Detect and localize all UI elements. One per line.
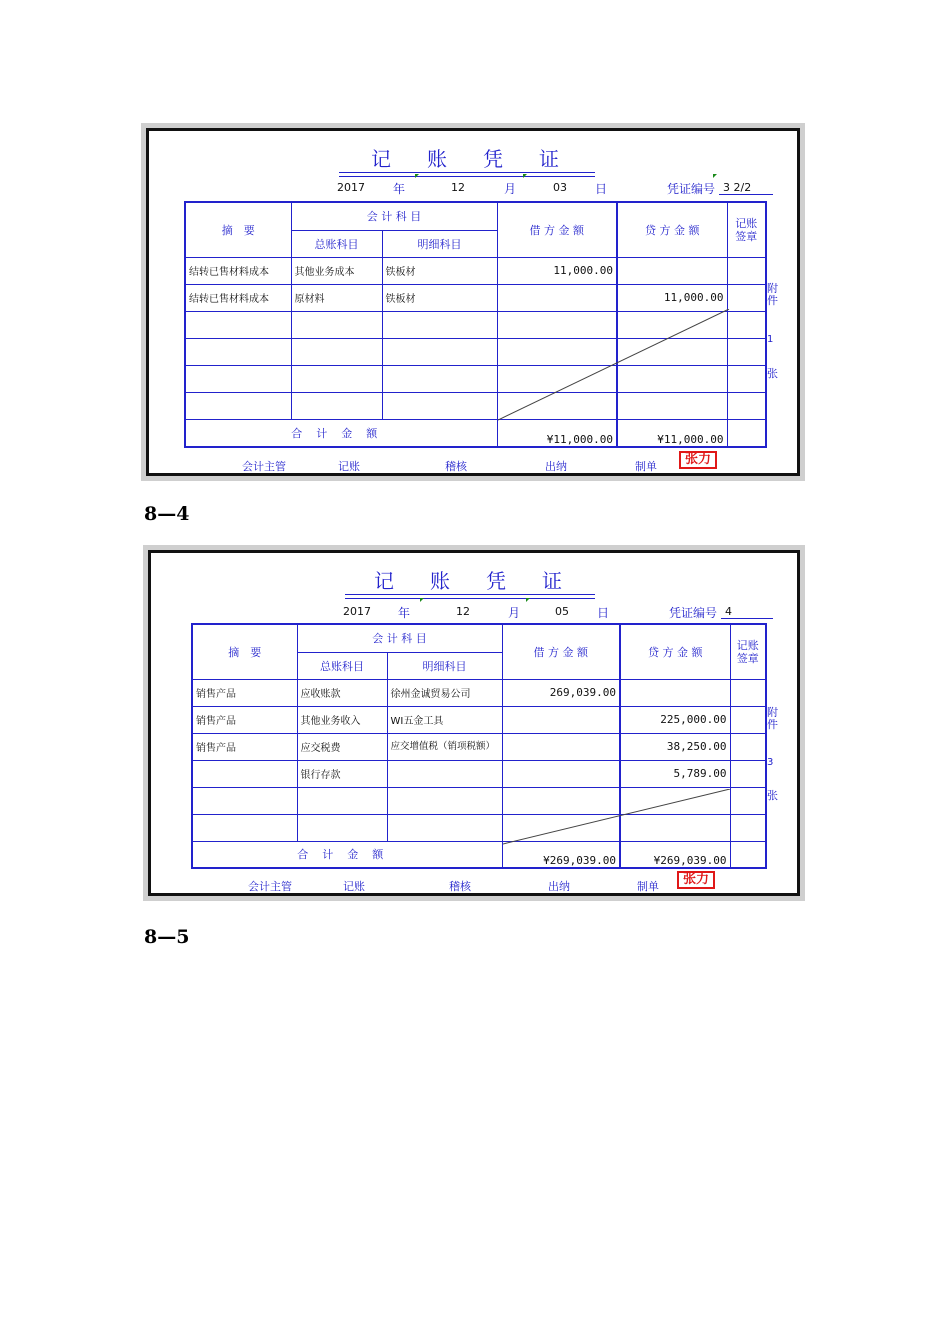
voucher-title: 记 账 凭 证 [345,565,595,595]
footer-preparer: 制单 [637,880,659,893]
header-summary: 摘 要 [192,624,297,679]
table-row: 销售产品 应交税费 应交增值税（销项税额） 38,250.00 [192,733,766,760]
year-label: 年 [393,182,406,196]
header-general-account: 总账科目 [291,230,382,257]
table-row [192,787,766,814]
footer-supervisor: 会计主管 [248,880,292,893]
total-debit: ¥11,000.00 [497,419,617,447]
voucher-table [191,623,767,869]
voucher-number: 3 2/2 [719,181,773,195]
total-debit: ¥269,039.00 [502,841,620,868]
attachment-count: 3 [767,757,774,768]
header-accounts: 会 计 科 目 [291,202,497,230]
voucher-2 [148,550,800,896]
voucher-number-label: 凭证编号 [669,606,718,620]
header-debit: 借 方 金 额 [497,202,617,257]
footer-cashier: 出纳 [545,460,567,473]
attachment-label: 附 件 [767,282,778,307]
header-credit: 贷 方 金 额 [617,202,727,257]
footer-bookkeeping: 记账 [338,460,360,473]
footer-cashier: 出纳 [548,880,570,893]
table-row [192,814,766,841]
voucher-title: 记 账 凭 证 [339,143,595,173]
day-label: 日 [597,606,610,620]
header-sign: 记账 签章 [730,624,766,679]
footer-audit: 稽核 [449,880,471,893]
voucher-day: 05 [555,605,569,618]
attachment-label: 附 件 [767,706,778,731]
footer-supervisor: 会计主管 [242,460,286,473]
section-heading: 8—4 [144,503,190,525]
voucher-month: 12 [451,181,465,194]
footer-audit: 稽核 [445,460,467,473]
header-detail-account: 明细科目 [387,652,502,679]
footer-bookkeeping: 记账 [343,880,365,893]
table-row [185,311,766,338]
voucher-table [184,201,767,448]
voucher-number-label: 凭证编号 [667,182,716,196]
cell-flag-icon [420,598,424,602]
cell-flag-icon [523,174,527,178]
attachment-unit: 张 [767,789,778,802]
cell-flag-icon [415,174,419,178]
header-credit: 贷 方 金 额 [620,624,730,679]
table-row: 销售产品 应收账款 徐州金诚贸易公司 269,039.00 [192,679,766,706]
total-row [192,841,766,868]
attachment-count: 1 [767,334,774,345]
footer-preparer: 制单 [635,460,657,473]
header-general-account: 总账科目 [297,652,387,679]
table-row [185,392,766,419]
total-label: 合计金额 [185,419,497,447]
total-row [185,419,766,447]
preparer-seal: 张力 [677,871,715,889]
table-row: 结转已售材料成本 其他业务成本 铁板材 11,000.00 [185,257,766,284]
cell-flag-icon [526,598,530,602]
month-label: 月 [508,606,521,620]
section-heading: 8—5 [144,926,190,948]
total-credit: ¥11,000.00 [617,419,727,447]
table-row [185,338,766,365]
total-label: 合计金额 [192,841,502,868]
cell-flag-icon [713,174,717,178]
year-label: 年 [398,606,411,620]
header-accounts: 会 计 科 目 [297,624,502,652]
table-row: 银行存款 5,789.00 [192,760,766,787]
preparer-seal: 张力 [679,451,717,469]
header-summary: 摘 要 [185,202,291,257]
month-label: 月 [504,182,517,196]
voucher-year: 2017 [337,181,365,194]
table-row: 销售产品 其他业务收入 WI五金工具 225,000.00 [192,706,766,733]
header-detail-account: 明细科目 [382,230,497,257]
day-label: 日 [595,182,608,196]
voucher-number: 4 [721,605,773,619]
voucher-1 [146,128,800,476]
header-sign: 记账 签章 [727,202,766,257]
table-row: 结转已售材料成本 原材料 铁板材 11,000.00 [185,284,766,311]
total-credit: ¥269,039.00 [620,841,730,868]
voucher-day: 03 [553,181,567,194]
voucher-year: 2017 [343,605,371,618]
voucher-month: 12 [456,605,470,618]
header-debit: 借 方 金 额 [502,624,620,679]
attachment-unit: 张 [767,367,778,380]
table-row [185,365,766,392]
